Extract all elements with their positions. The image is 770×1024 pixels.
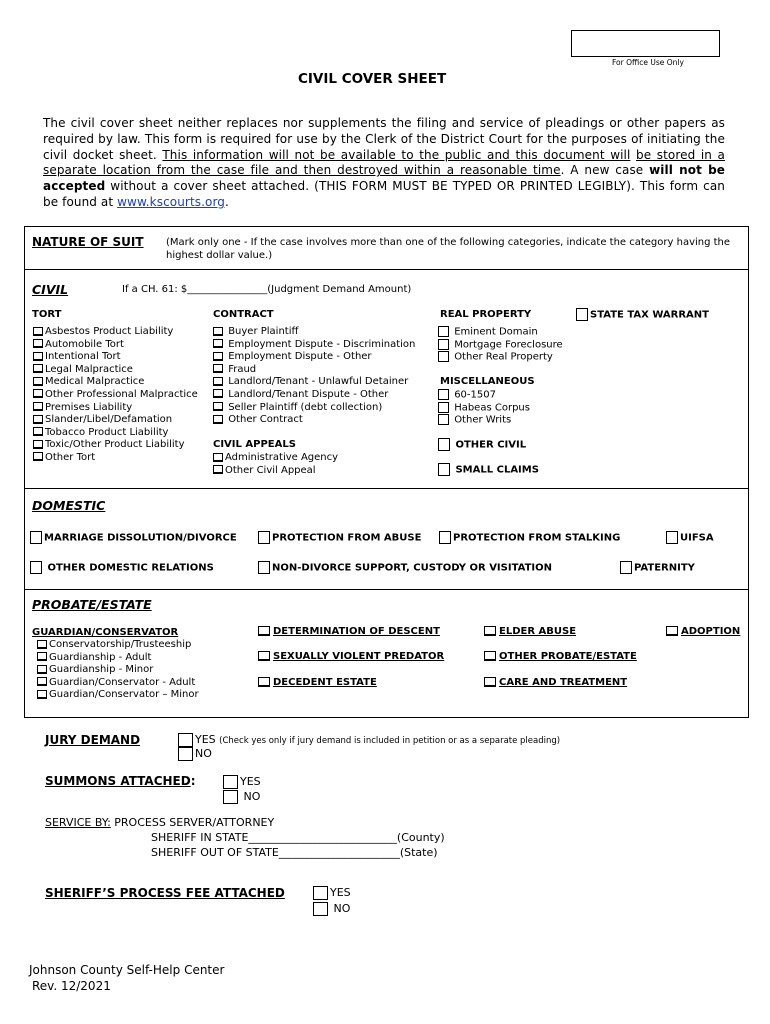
contract-item[interactable]: Fraud: [213, 364, 415, 377]
contract-item[interactable]: Landlord/Tenant - Unlawful Detainer: [213, 376, 415, 389]
intro-text-3: be stored in a separate location from the case file and then destroyed within a reasonable time: [43, 147, 726, 178]
footer-revision: Rev. 12/2021: [32, 979, 111, 993]
checkbox[interactable]: [666, 531, 678, 544]
miscellaneous-list: [438, 389, 530, 427]
sheriff-in-state-field[interactable]: SHERIFF IN STATE___________________________(County): [151, 831, 445, 844]
checkbox[interactable]: [37, 677, 47, 686]
jury-yes-option[interactable]: YES (Check yes only if jury demand is included in petition or as a separate pleading): [178, 733, 560, 747]
checkbox[interactable]: [313, 886, 328, 900]
tort-item[interactable]: Automobile Tort: [33, 339, 198, 352]
guardian-item[interactable]: Guardianship - Minor: [37, 664, 199, 677]
intro-text-6: without a cover sheet attached. (THIS FORM MUST BE TYPED OR PRINTED LEGIBLY). This form can be found at: [43, 179, 725, 209]
checkbox[interactable]: [178, 747, 193, 761]
guardian-item[interactable]: Guardianship - Adult: [37, 652, 199, 665]
nature-of-suit-label: NATURE OF SUIT: [32, 235, 144, 249]
checkbox[interactable]: [213, 453, 223, 462]
intro-text-1: The civil cover sheet neither replaces nor supplements the filing and service of pleadings or other papers as required by law. This form is required for use by the Clerk of the District Court for the purposes of initiating the civil docket sheet.: [43, 116, 725, 162]
checkbox[interactable]: [666, 626, 678, 636]
probate-section-label: PROBATE/ESTATE: [32, 597, 152, 612]
contract-item[interactable]: Other Contract: [213, 414, 415, 427]
office-use-box[interactable]: [571, 30, 720, 57]
page-title: CIVIL COVER SHEET: [298, 71, 447, 87]
tort-item[interactable]: Intentional Tort: [33, 351, 198, 364]
summons-attached-label: SUMMONS ATTACHED:: [45, 774, 196, 788]
office-use-label: For Office Use Only: [612, 58, 684, 67]
checkbox[interactable]: [33, 402, 43, 411]
sheriff-out-of-state-field[interactable]: SHERIFF OUT OF STATE______________________(State): [151, 846, 438, 859]
checkbox[interactable]: [33, 415, 43, 424]
checkbox[interactable]: [223, 790, 238, 804]
elder-abuse-option[interactable]: ELDER ABUSE: [484, 626, 576, 637]
service-by-line: SERVICE BY: PROCESS SERVER/ATTORNEY: [45, 816, 275, 829]
checkbox[interactable]: [258, 561, 270, 574]
jury-demand-label: JURY DEMAND: [45, 733, 141, 747]
checkbox[interactable]: [33, 327, 43, 336]
adoption-option[interactable]: ADOPTION: [666, 626, 740, 637]
other-domestic-relations-option[interactable]: OTHER DOMESTIC RELATIONS: [30, 561, 214, 574]
checkbox[interactable]: [213, 364, 223, 373]
summons-no-option[interactable]: NO: [223, 790, 260, 804]
checkbox[interactable]: [33, 364, 43, 373]
contract-list: [213, 326, 415, 427]
checkbox[interactable]: [438, 463, 450, 476]
checkbox[interactable]: [484, 677, 496, 687]
checkbox[interactable]: [213, 377, 223, 386]
checkbox[interactable]: [213, 389, 223, 398]
checkbox[interactable]: [213, 465, 223, 474]
ch61-judgment-field[interactable]: If a CH. 61: $________________(Judgment Demand Amount): [122, 284, 412, 295]
protection-from-stalking-option[interactable]: PROTECTION FROM STALKING: [439, 531, 620, 544]
checkbox[interactable]: [484, 626, 496, 636]
civil-appeals-heading: CIVIL APPEALS: [213, 439, 296, 450]
fee-no-option[interactable]: NO: [313, 902, 350, 916]
protection-from-abuse-option[interactable]: PROTECTION FROM ABUSE: [258, 531, 421, 544]
miscellaneous-heading: MISCELLANEOUS: [440, 376, 535, 387]
contract-item[interactable]: Seller Plaintiff (debt collection): [213, 402, 415, 415]
fee-yes-option[interactable]: YES: [313, 886, 351, 900]
checkbox[interactable]: [33, 377, 43, 386]
nature-of-suit-note: (Mark only one - If the case involves more than one of the following categories, indicate the category having the highest dollar value.): [166, 237, 731, 261]
guardian-item[interactable]: Guardian/Conservator – Minor: [37, 689, 199, 702]
appeal-item[interactable]: Other Civil Appeal: [213, 465, 338, 478]
misc-item[interactable]: Habeas Corpus: [438, 402, 530, 415]
checkbox[interactable]: [439, 531, 451, 544]
tort-item[interactable]: Medical Malpractice: [33, 376, 198, 389]
checkbox[interactable]: [37, 652, 47, 661]
summons-yes-option[interactable]: YES: [223, 775, 261, 789]
checkbox[interactable]: [258, 626, 270, 636]
uifsa-option[interactable]: UIFSA: [666, 531, 714, 544]
checkbox[interactable]: [33, 352, 43, 361]
checkbox[interactable]: [33, 339, 43, 348]
intro-text-5: will not be accepted: [43, 163, 725, 194]
tort-item[interactable]: Toxic/Other Product Liability: [33, 439, 198, 452]
process-fee-label: SHERIFF’S PROCESS FEE ATTACHED: [45, 886, 285, 900]
state-tax-warrant-option[interactable]: STATE TAX WARRANT: [576, 308, 709, 321]
contract-heading: CONTRACT: [213, 309, 274, 320]
domestic-section-label: DOMESTIC: [32, 498, 106, 513]
tort-item[interactable]: Premises Liability: [33, 402, 198, 415]
checkbox[interactable]: [30, 531, 42, 544]
guardian-conservator-heading: GUARDIAN/CONSERVATOR: [32, 627, 179, 638]
kscourts-link[interactable]: www.kscourts.org: [117, 194, 225, 209]
marriage-dissolution-option[interactable]: MARRIAGE DISSOLUTION/DIVORCE: [30, 531, 237, 544]
contract-item[interactable]: Buyer Plaintiff: [213, 326, 415, 339]
checkbox[interactable]: [30, 561, 42, 574]
checkbox[interactable]: [33, 440, 43, 449]
jury-no-option[interactable]: NO: [178, 747, 212, 761]
tort-heading: TORT: [32, 309, 62, 320]
intro-paragraph: [43, 116, 725, 211]
intro-text-4: . A new case: [560, 163, 650, 178]
real-property-list: [438, 326, 563, 364]
contract-item[interactable]: Landlord/Tenant Dispute - Other: [213, 389, 415, 402]
checkbox[interactable]: [438, 389, 449, 400]
checkbox[interactable]: [313, 902, 328, 916]
decedent-estate-option[interactable]: DECEDENT ESTATE: [258, 677, 377, 688]
tort-item[interactable]: Other Tort: [33, 452, 198, 465]
checkbox[interactable]: [37, 665, 47, 674]
footer-organization: Johnson County Self-Help Center: [29, 963, 225, 977]
intro-text-2: This information will not be available to the public and this document will: [162, 147, 631, 162]
checkbox[interactable]: [37, 640, 47, 649]
checkbox[interactable]: [178, 733, 193, 747]
checkbox[interactable]: [576, 308, 588, 321]
checkbox[interactable]: [484, 651, 496, 661]
small-claims-option[interactable]: SMALL CLAIMS: [438, 463, 539, 476]
misc-item[interactable]: Other Writs: [438, 414, 530, 427]
checkbox[interactable]: [438, 351, 449, 362]
checkbox[interactable]: [223, 775, 238, 789]
checkbox[interactable]: [438, 339, 449, 350]
divider-domestic: [24, 589, 749, 590]
checkbox[interactable]: [620, 561, 632, 574]
civil-appeals-list: [213, 452, 338, 477]
other-civil-option[interactable]: OTHER CIVIL: [438, 438, 526, 451]
checkbox[interactable]: [213, 402, 223, 411]
checkbox[interactable]: [438, 326, 449, 337]
checkbox[interactable]: [33, 452, 43, 461]
tort-item[interactable]: Tobacco Product Liability: [33, 427, 198, 440]
care-and-treatment-option[interactable]: CARE AND TREATMENT: [484, 677, 627, 688]
tort-item[interactable]: Asbestos Product Liability: [33, 326, 198, 339]
guardian-item[interactable]: Guardian/Conservator - Adult: [37, 677, 199, 690]
non-divorce-support-option[interactable]: NON-DIVORCE SUPPORT, CUSTODY OR VISITATION: [258, 561, 552, 574]
checkbox[interactable]: [37, 690, 47, 699]
guardian-list: [37, 639, 199, 702]
tort-list: [33, 326, 198, 465]
checkbox[interactable]: [33, 389, 43, 398]
checkbox[interactable]: [213, 339, 223, 348]
intro-text-7: .: [225, 194, 229, 209]
misc-item[interactable]: 60-1507: [438, 389, 530, 402]
checkbox[interactable]: [258, 531, 270, 544]
real-property-item[interactable]: Mortgage Foreclosure: [438, 339, 563, 352]
guardian-item[interactable]: Conservatorship/Trusteeship: [37, 639, 199, 652]
checkbox[interactable]: [438, 402, 449, 413]
paternity-option[interactable]: PATERNITY: [620, 561, 695, 574]
real-property-item[interactable]: Eminent Domain: [438, 326, 563, 339]
contract-item[interactable]: Employment Dispute - Other: [213, 351, 415, 364]
tort-item[interactable]: Slander/Libel/Defamation: [33, 414, 198, 427]
checkbox[interactable]: [33, 427, 43, 436]
checkbox[interactable]: [438, 414, 449, 425]
civil-section-label: CIVIL: [32, 282, 69, 297]
tort-item[interactable]: Legal Malpractice: [33, 364, 198, 377]
real-property-item[interactable]: Other Real Property: [438, 351, 563, 364]
checkbox[interactable]: [258, 677, 270, 687]
appeal-item[interactable]: Administrative Agency: [213, 452, 338, 465]
divider-civil: [24, 488, 749, 489]
checkbox[interactable]: [213, 327, 223, 336]
divider-nature: [24, 269, 749, 270]
sexually-violent-predator-option[interactable]: SEXUALLY VIOLENT PREDATOR: [258, 651, 444, 662]
jury-note: (Check yes only if jury demand is included in petition or as a separate pleading): [219, 736, 561, 746]
other-probate-estate-option[interactable]: OTHER PROBATE/ESTATE: [484, 651, 637, 662]
contract-item[interactable]: Employment Dispute - Discrimination: [213, 339, 415, 352]
determination-of-descent-option[interactable]: DETERMINATION OF DESCENT: [258, 626, 440, 637]
real-property-heading: REAL PROPERTY: [440, 309, 532, 320]
checkbox[interactable]: [258, 651, 270, 661]
checkbox[interactable]: [213, 415, 223, 424]
checkbox[interactable]: [213, 352, 223, 361]
checkbox[interactable]: [438, 438, 450, 451]
tort-item[interactable]: Other Professional Malpractice: [33, 389, 198, 402]
